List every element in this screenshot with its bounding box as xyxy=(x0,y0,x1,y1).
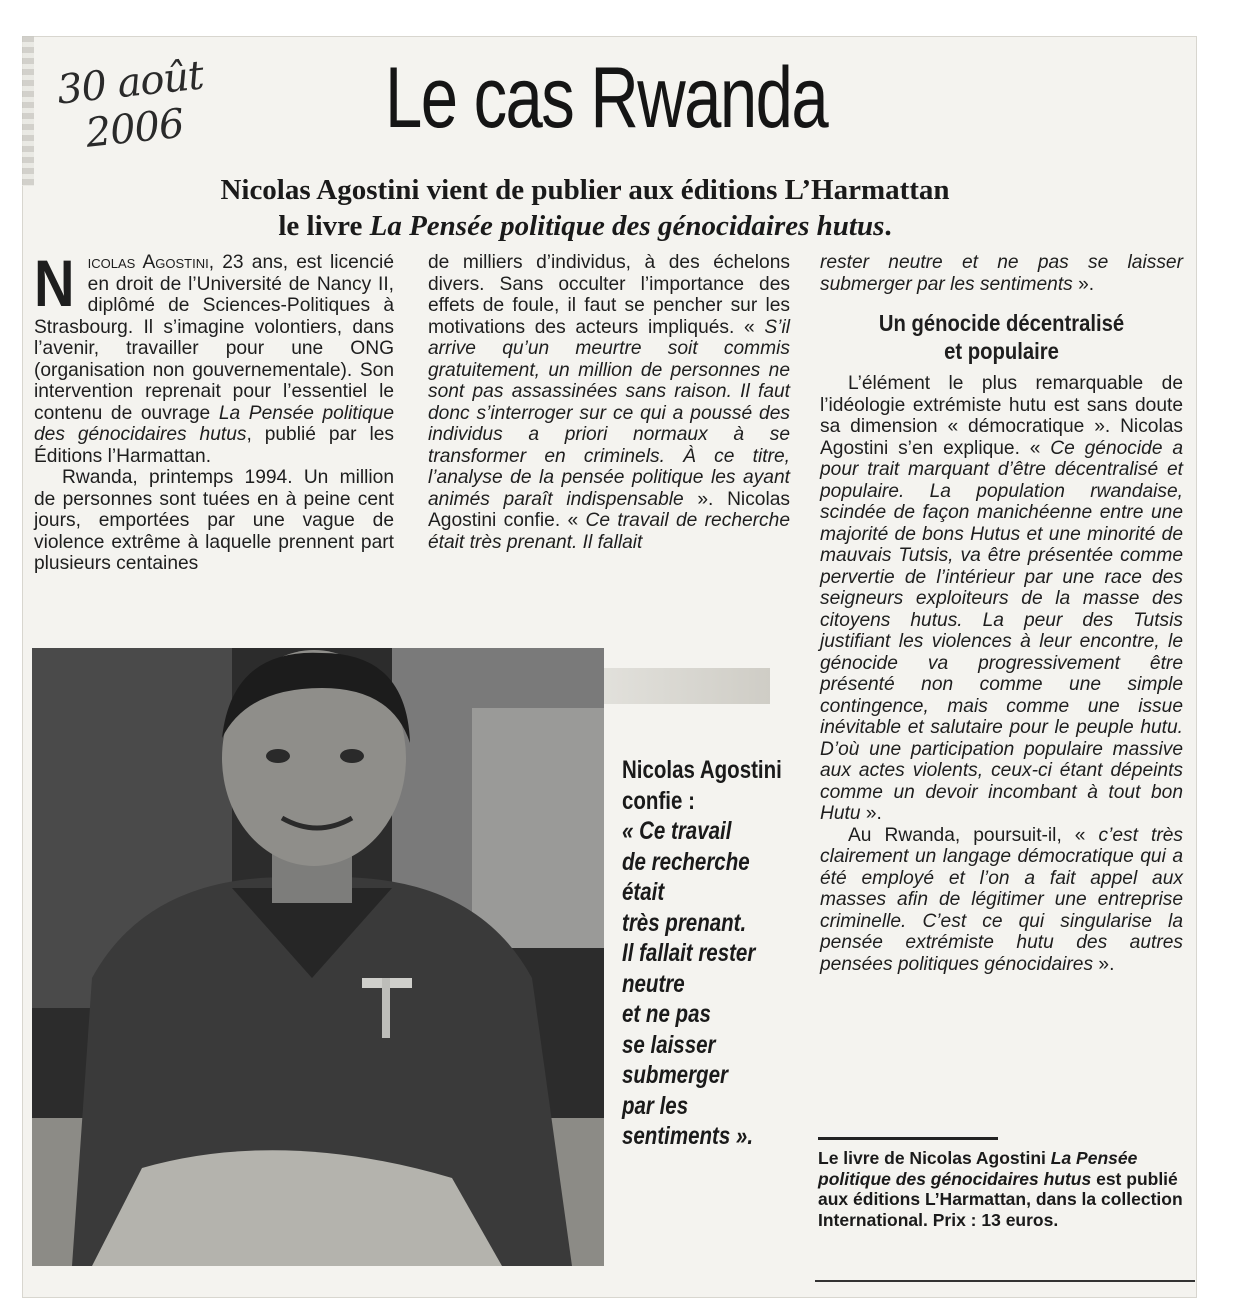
column2-paragraph-1 xyxy=(428,252,790,553)
pull-quote-italic-lines xyxy=(622,816,770,1152)
deck-line1: Nicolas Agostini vient de publier aux éditions L’Harmattan xyxy=(220,174,950,206)
column3-text-a: L’élément le plus remarquable de l’idéologie extrémiste hutu est sans doute sa dimension « démocratique ». Nicolas Agostini s’en explique. « xyxy=(820,373,1183,459)
caption-rule xyxy=(818,1137,998,1140)
headline: Le cas Rwanda xyxy=(385,50,828,146)
deck xyxy=(60,172,1110,244)
column2-text-a: de milliers d’individus, à des échelons divers. Sans occulter l’importance des effets de foule, il faut se pencher sur les motivations des acteurs impliqués. « xyxy=(428,252,790,338)
handwritten-date xyxy=(55,45,285,177)
deck-line2-end: . xyxy=(884,210,892,242)
pull-quote-italic-line: sentiments ». xyxy=(622,1122,754,1150)
pull-quote-italic-line: submerger xyxy=(622,1061,728,1089)
handwritten-date-line2: 2006 xyxy=(83,100,186,157)
column1-book-title: La Pensée politique des génocidaires hutus xyxy=(34,402,394,445)
column3-text-end-3: ». xyxy=(1093,953,1115,975)
subheading xyxy=(842,309,1161,365)
column3-paragraph-1 xyxy=(820,252,1183,295)
article-column-3 xyxy=(820,252,1183,975)
pull-quote-italic-line: « Ce travail xyxy=(622,817,732,845)
subheading-line2: et populaire xyxy=(944,338,1059,364)
column1-text-b: , publié par les Éditions l’Harmattan. xyxy=(34,424,394,467)
book-caption xyxy=(818,1148,1186,1230)
byline-name: icolas Agostini xyxy=(87,252,209,273)
column1-paragraph-1 xyxy=(34,246,394,467)
deck-line2-text: le livre xyxy=(278,210,370,242)
column3-text-end-1: ». xyxy=(1072,273,1095,295)
column3-quote-1: rester neutre et ne pas se laisser submerger par les sentiments xyxy=(820,252,1183,295)
pull-quote-italic-line: de recherche xyxy=(622,847,750,876)
dropcap: N xyxy=(34,246,75,320)
pull-quote-line-2: confie : xyxy=(622,786,695,815)
pull-quote-italic-line: et ne pas xyxy=(622,1000,711,1028)
column3-text-end-2: ». xyxy=(860,803,882,824)
clipping-torn-edge xyxy=(22,36,34,186)
caption-text-a: Le livre de Nicolas Agostini xyxy=(818,1148,1051,1168)
column2-text-b: ». Nicolas Agostini confie. « xyxy=(428,488,790,531)
subheading-line1: Un génocide décentralisé xyxy=(878,310,1125,336)
portrait-illustration xyxy=(32,648,604,1266)
column3-quote-3: c’est très clairement un langage démocratique qui a été employé et l’on a fait appel aux masses afin de légitimer une entreprise criminelle. C’est ce qui singularise la pensée extrémiste hutu des autres pensées politiques génocidaires xyxy=(820,824,1183,975)
article-column-2 xyxy=(428,252,790,553)
column3-paragraph-3 xyxy=(820,825,1183,976)
column3-quote-2: Ce génocide a pour trait marquant d’être décentralisé et populaire. La population rwandaise, scindée de façon manichéenne entre une majorité de bons Hutus et une minorité de mauvais Tutsis, va être présentée comme pervertie de l’intérieur par une race des seigneurs exploiteurs de la masse des citoyens hutus. La peur des Tutsis justifiant les violences à leur encontre, le génocide va progressivement être présenté non comme une simple contingence, mais comme une issue inévitable et salutaire pour le peuple hutu. D’où une participation populaire massive aux actes violents, ceux-ci étant dépeints comme un devoir incombant à tout bon Hutu xyxy=(820,437,1184,824)
article-column-1 xyxy=(34,246,394,575)
deck-line2 xyxy=(60,208,1110,244)
pull-quote-italic-line: neutre xyxy=(622,969,685,998)
column3-text-b: Au Rwanda, poursuit-il, « xyxy=(848,824,1099,846)
caption-book-title: La Pensée politique des génocidaires hutus xyxy=(818,1148,1138,1189)
pull-quote-italic-line: se laisser xyxy=(622,1030,716,1059)
column3-paragraph-2 xyxy=(820,373,1183,825)
column1-text-a: , 23 ans, est licencié en droit de l’Université de Nancy II, diplômé de Sciences-Politiques à Strasbourg. Il s’imagine volontiers, dans l’avenir, travailler pour une ONG (organisation non gouvernementale). Son intervention reprenait pour l’essentiel le contenu de ouvrage xyxy=(34,252,394,424)
pull-quote-italic-line: par les xyxy=(622,1091,689,1120)
column2-quote-1: S’il arrive qu’un meurtre soit commis gratuitement, un million de personnes ne sont pas assassinées sans raison. Il faut donc s’interroger sur ce qui a poussé des individus a priori normaux à se transformer en criminels. À ce titre, l’analyse de la pensée politique les ayant animés paraît indispensable xyxy=(428,316,790,510)
column1-paragraph-2: Rwanda, printemps 1994. Un million de personnes sont tuées en à peine cent jours, emportées par une vague de violence extrême à laquelle prennent part plusieurs centaines xyxy=(34,467,394,574)
portrait-photo xyxy=(32,648,604,1266)
pull-quote-line-1: Nicolas Agostini xyxy=(622,756,782,784)
pull-quote-italic-line: Il fallait rester xyxy=(622,939,756,967)
caption-text-b: est publié aux éditions L’Harmattan, dans la collection International. Prix : 13 euros. xyxy=(818,1168,1183,1230)
deck-book-title: La Pensée politique des génocidaires hutus xyxy=(369,210,885,242)
bleed-through-banner xyxy=(580,668,770,704)
column2-quote-2: Ce travail de recherche était très prenant. Il fallait xyxy=(428,510,790,553)
pull-quote xyxy=(622,755,782,1152)
handwritten-date-line1: 30 août xyxy=(54,52,206,114)
pull-quote-italic-line: était xyxy=(622,878,665,906)
pull-quote-italic-line: très prenant. xyxy=(622,908,747,937)
bottom-rule xyxy=(815,1280,1195,1282)
